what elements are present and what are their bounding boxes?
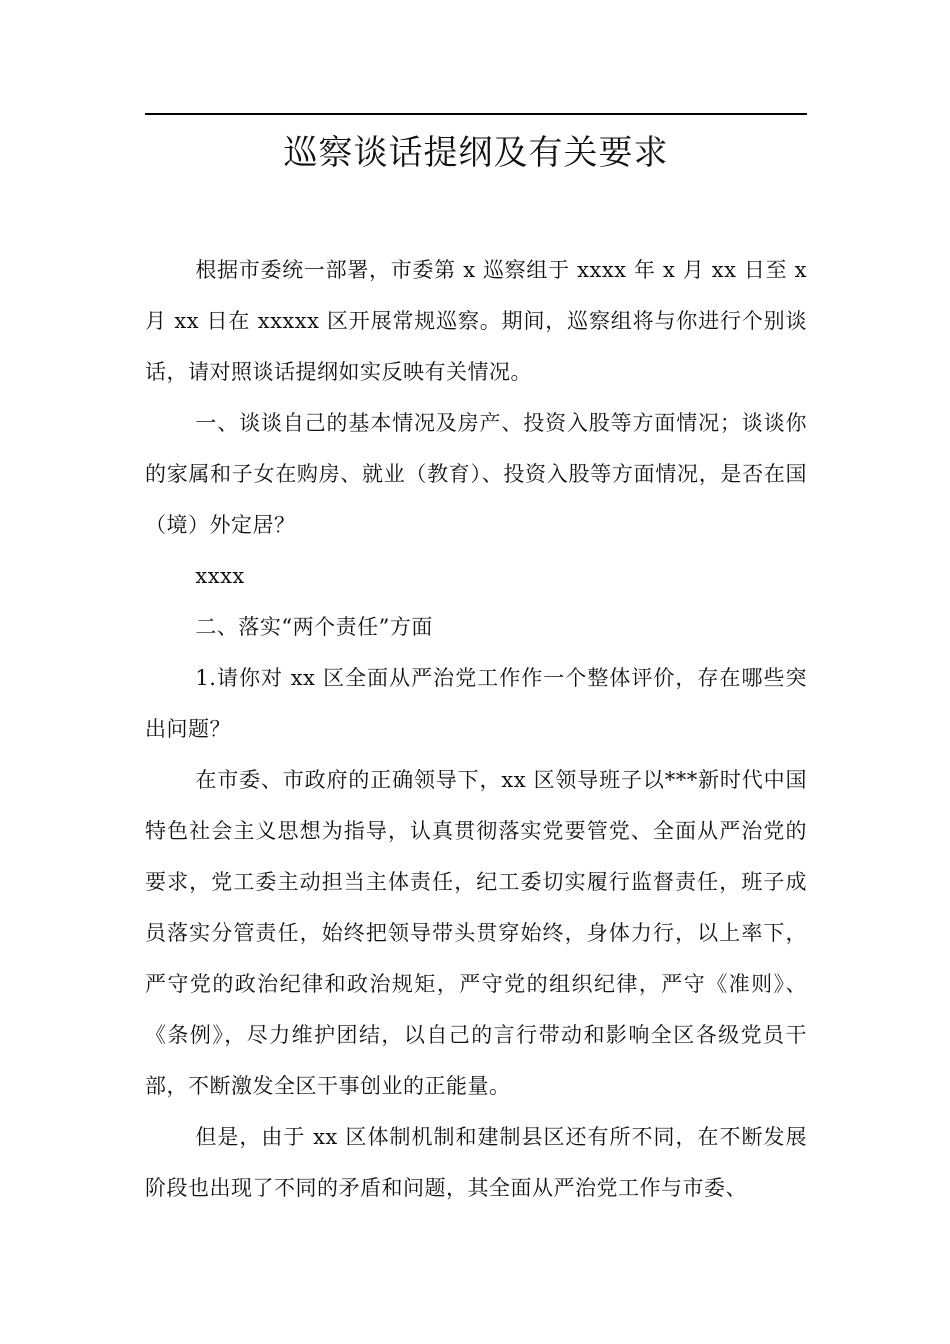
paragraph-section-one: 一、谈谈自己的基本情况及房产、投资入股等方面情况；谈谈你的家属和子女在购房、就业（教育）、投资入股等方面情况，是否在国（境）外定居？ — [145, 411, 807, 537]
document-body — [145, 245, 807, 1214]
header-rule — [145, 113, 807, 115]
document-title: 巡察谈话提纲及有关要求 — [283, 133, 669, 173]
paragraph-continuation: 但是，由于 xx 区体制机制和建制县区还有所不同，在不断发展阶段也出现了不同的矛盾和问题，其全面从严治党工作与市委、 — [145, 1125, 807, 1200]
paragraph-question-one: 1.请你对 xx 区全面从严治党工作作一个整体评价，存在哪些突出问题？ — [145, 666, 807, 741]
paragraph-intro: 根据市委统一部署，市委第 x 巡察组于 xxxx 年 x 月 xx 日至 x 月 xx 日在 xxxxx 区开展常规巡察。期间，巡察组将与你进行个别谈话，请对照谈话提纲如实反映有关情况。 — [145, 258, 807, 384]
paragraph-placeholder: xxxx — [195, 564, 245, 588]
paragraph-section-two-heading: 二、落实“两个责任”方面 — [195, 615, 433, 639]
paragraph-answer: 在市委、市政府的正确领导下，xx 区领导班子以***新时代中国特色社会主义思想为指导，认真贯彻落实党要管党、全面从严治党的要求，党工委主动担当主体责任，纪工委切实履行监督责任，班子成员落实分管责任，始终把领导带头贯穿始终，身体力行，以上率下，严守党的政治纪律和政治规矩，严守党的组织纪律，严守《准则》、《条例》，尽力维护团结，以自己的言行带动和影响全区各级党员干部，不断激发全区干事创业的正能量。 — [145, 768, 807, 1098]
